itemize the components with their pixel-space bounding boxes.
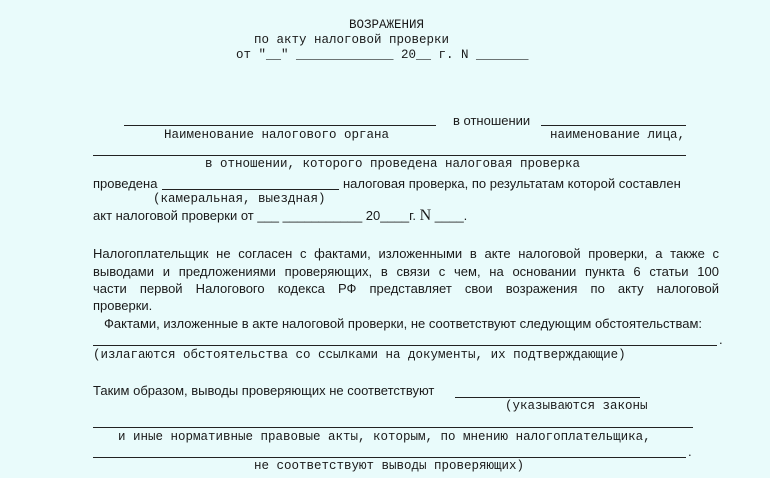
- laws-field[interactable]: [455, 397, 640, 398]
- inspection-type-field[interactable]: [162, 189, 339, 190]
- document-subtitle: по акту налоговой проверки: [254, 33, 450, 47]
- act-line: [93, 208, 467, 223]
- objection-line-2: выводами и предложениями проверяющих, в связи с чем, на основании пункта 6 статьи 100: [93, 264, 719, 279]
- conclusion-text: Таким образом, выводы проверяющих не соответствуют: [93, 383, 435, 398]
- inspection-type-caption: (камеральная, выездная): [153, 192, 326, 206]
- facts-text: Фактами, изложенные в акте налоговой проверки, не соответствуют следующим обстоятельствам:: [104, 316, 703, 331]
- in-relation-label: в отношении: [453, 113, 531, 128]
- tax-org-caption: Наименование налогового органа: [164, 128, 390, 142]
- date-number-line: от "__" _____________ 20__ г. N _______: [236, 48, 529, 62]
- person-name-field[interactable]: [93, 155, 686, 156]
- inspected-caption: в отношении, которого проведена налоговая проверка: [205, 157, 581, 171]
- facts-line-end: .: [719, 332, 723, 347]
- objection-line-3: части первой Налогового кодекса РФ представляет свои возражения по акту налоговой: [93, 281, 719, 296]
- person-field[interactable]: [541, 125, 686, 126]
- act-suffix: ____.: [434, 208, 468, 223]
- act-number-sign: N: [419, 207, 432, 224]
- laws-field-3[interactable]: [93, 457, 686, 458]
- conducted-label: проведена: [93, 176, 158, 191]
- act-prefix: акт налоговой проверки от ___ ___________ 20____г.: [93, 208, 416, 223]
- document-title: ВОЗРАЖЕНИЯ: [349, 18, 425, 32]
- acts-caption: и иные нормативные правовые акты, которым, по мнению налогоплательщика,: [118, 430, 651, 444]
- objection-line-1: Налогоплательщик не согласен с фактами, изложенными в акте налоговой проверки, а также с: [93, 246, 719, 261]
- facts-field[interactable]: [93, 345, 717, 346]
- objection-line-4: проверки.: [93, 298, 153, 313]
- laws-line-end: .: [688, 444, 692, 459]
- tax-org-field[interactable]: [124, 125, 436, 126]
- mismatch-caption: не соответствуют выводы проверяющих): [254, 459, 525, 473]
- person-caption: наименование лица,: [550, 128, 686, 142]
- laws-caption: (указываются законы: [505, 399, 648, 413]
- facts-caption: (излагаются обстоятельства со ссылками на документы, их подтверждающие): [93, 348, 626, 362]
- conducted-rest: налоговая проверка, по результатам которой составлен: [343, 176, 681, 191]
- laws-field-2[interactable]: [93, 427, 693, 428]
